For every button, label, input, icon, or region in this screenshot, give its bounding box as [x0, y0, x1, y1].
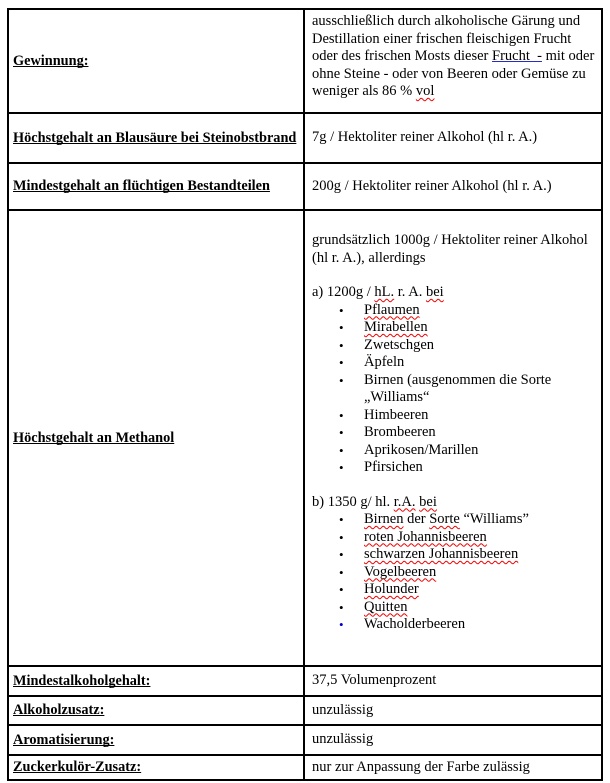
list-item — [339, 529, 596, 547]
spellcheck-word: hL. — [374, 284, 395, 300]
value-text: 200g / Hektoliter reiner Alkohol (hl r. A.) — [312, 177, 552, 194]
list-item — [339, 337, 596, 355]
list-item — [339, 354, 596, 372]
list-item-text: Äpfeln — [364, 354, 405, 370]
table-row-aromatisierung — [9, 724, 601, 754]
value-part: mit oder ohne Steine - oder von Beeren oder Gemüse zu weniger als 86 % — [312, 48, 595, 99]
label-cell-aromatisierung — [9, 726, 305, 754]
list-item-text — [364, 511, 596, 529]
bullet-icon: • — [339, 425, 344, 440]
list-item — [339, 424, 596, 442]
value-cell-mindestalkoholgehalt — [305, 667, 601, 695]
table-row-blausaeure — [9, 112, 601, 162]
value-cell-aromatisierung — [305, 726, 601, 754]
label-cell-blausaeure — [9, 114, 305, 162]
table-row-gewinnung — [9, 10, 601, 112]
row-label: Aromatisierung: — [13, 731, 115, 748]
value-cell-gewinnung — [305, 10, 601, 112]
bullet-icon: • — [339, 512, 344, 527]
label-cell-gewinnung — [9, 10, 305, 112]
bullet-icon: • — [339, 599, 344, 615]
list-item-part: der — [403, 511, 430, 527]
list-item-text: Birnen (ausgenommen die Sorte „Williams“ — [364, 371, 552, 405]
spellcheck-word: r.A. — [393, 493, 416, 510]
bullet-icon: • — [339, 407, 344, 423]
list-item-text: schwarzen Johannisbeeren — [364, 546, 519, 562]
value-part: ausschließlich durch alkoholische Gärung und Destillation einer frischen fleischigen Frucht oder des frischen Mosts dieser — [312, 13, 581, 64]
bullet-icon: • — [339, 582, 344, 597]
bullet-icon: • — [339, 337, 344, 353]
value-text: nur zur Anpassung der Farbe zulässig — [312, 758, 530, 775]
table-row-fluechtige-bestandteile — [9, 162, 601, 209]
row-label: Gewinnung: — [13, 52, 89, 69]
list-item-text: Mirabellen — [364, 319, 428, 335]
table-row-mindestalkoholgehalt — [9, 665, 601, 695]
value-text — [312, 13, 596, 101]
list-item-text: roten Johannisbeeren — [364, 528, 487, 545]
list-item-text: Pflaumen — [364, 301, 420, 318]
insertion-underlined-text: Frucht - — [492, 48, 542, 64]
bullet-icon-blue: • — [339, 617, 344, 632]
value-cell-fluechtige — [305, 164, 601, 209]
list-item — [339, 599, 596, 617]
list-item-text: Pfirsichen — [364, 459, 423, 475]
list-item — [339, 407, 596, 425]
bullet-icon: • — [339, 460, 344, 475]
value-cell-blausaeure — [305, 114, 601, 162]
list-b-header — [312, 494, 596, 512]
value-text: unzulässig — [312, 701, 374, 718]
row-label: Alkoholzusatz: — [13, 702, 105, 718]
value-cell-methanol — [305, 211, 601, 665]
label-cell-methanol — [9, 211, 305, 665]
list-item — [339, 442, 596, 460]
table-row-methanol — [9, 209, 601, 665]
list-item-text: Wacholderbeeren — [364, 616, 466, 632]
methanol-intro: grundsätzlich 1000g / Hektoliter reiner Alkohol (hl r. A.), allerdings — [312, 232, 588, 266]
spellcheck-word: Sorte — [429, 511, 460, 527]
list-item — [339, 546, 596, 564]
row-label: Höchstgehalt an Methanol — [13, 429, 175, 446]
label-cell-mindestalkoholgehalt — [9, 667, 305, 695]
list-item-text: Aprikosen/Marillen — [364, 441, 479, 458]
bullet-icon: • — [339, 320, 344, 335]
list-item — [339, 372, 596, 407]
row-label: Mindestgehalt an flüchtigen Bestandteilen — [13, 178, 270, 194]
row-label: Mindestalkoholgehalt: — [13, 672, 151, 689]
list-item — [339, 511, 596, 529]
list-item-text: Himbeeren — [364, 406, 429, 423]
label-cell-alkoholzusatz — [9, 697, 305, 724]
list-b-header-part: b) 1350 g/ hl. — [312, 493, 394, 510]
row-label: Zuckerkulör-Zusatz: — [13, 759, 142, 775]
value-cell-alkoholzusatz — [305, 697, 601, 724]
list-item-text: Vogelbeeren — [364, 563, 437, 580]
bullet-icon: • — [339, 442, 344, 458]
value-text: 37,5 Volumenprozent — [312, 672, 437, 689]
list-item-text: Holunder — [364, 581, 419, 597]
list-item — [339, 302, 596, 320]
list-item-text: Brombeeren — [364, 424, 436, 440]
list-item-part: “Williams” — [459, 511, 529, 527]
spellcheck-word: Birnen — [364, 511, 404, 527]
list-item — [339, 564, 596, 582]
bullet-icon: • — [339, 302, 344, 318]
table-row-zuckerkuloer-zusatz — [9, 754, 601, 779]
list-item — [339, 459, 596, 477]
blank-line — [312, 477, 596, 494]
list-item — [339, 319, 596, 337]
table-row-alkoholzusatz — [9, 695, 601, 724]
list-item — [339, 581, 596, 599]
list-a-header-part: r. A. — [394, 284, 426, 300]
value-cell-zuckerkuloer — [305, 756, 601, 779]
label-cell-zuckerkuloer — [9, 756, 305, 779]
bullet-icon: • — [339, 529, 344, 545]
list-item — [339, 616, 596, 634]
list-a-header — [312, 284, 596, 302]
value-text: unzulässig — [312, 731, 374, 748]
bullet-icon: • — [339, 547, 344, 562]
list-item-text: Quitten — [364, 598, 408, 615]
blank-line — [312, 267, 596, 284]
label-cell-fluechtige — [9, 164, 305, 209]
spellcheck-word: bei — [419, 493, 437, 510]
list-item-text: Zwetschgen — [364, 336, 435, 353]
row-label: Höchstgehalt an Blausäure bei Steinobstbrand — [13, 129, 297, 146]
bullet-icon: • — [339, 372, 344, 388]
regulation-table — [7, 8, 603, 781]
bullet-icon: • — [339, 355, 344, 370]
bullet-icon: • — [339, 564, 344, 580]
spellcheck-word: vol — [415, 83, 435, 99]
list-a-header-part: a) 1200g / — [312, 284, 375, 300]
spellcheck-word: bei — [425, 284, 444, 300]
value-text: 7g / Hektoliter reiner Alkohol (hl r. A.) — [312, 129, 538, 146]
